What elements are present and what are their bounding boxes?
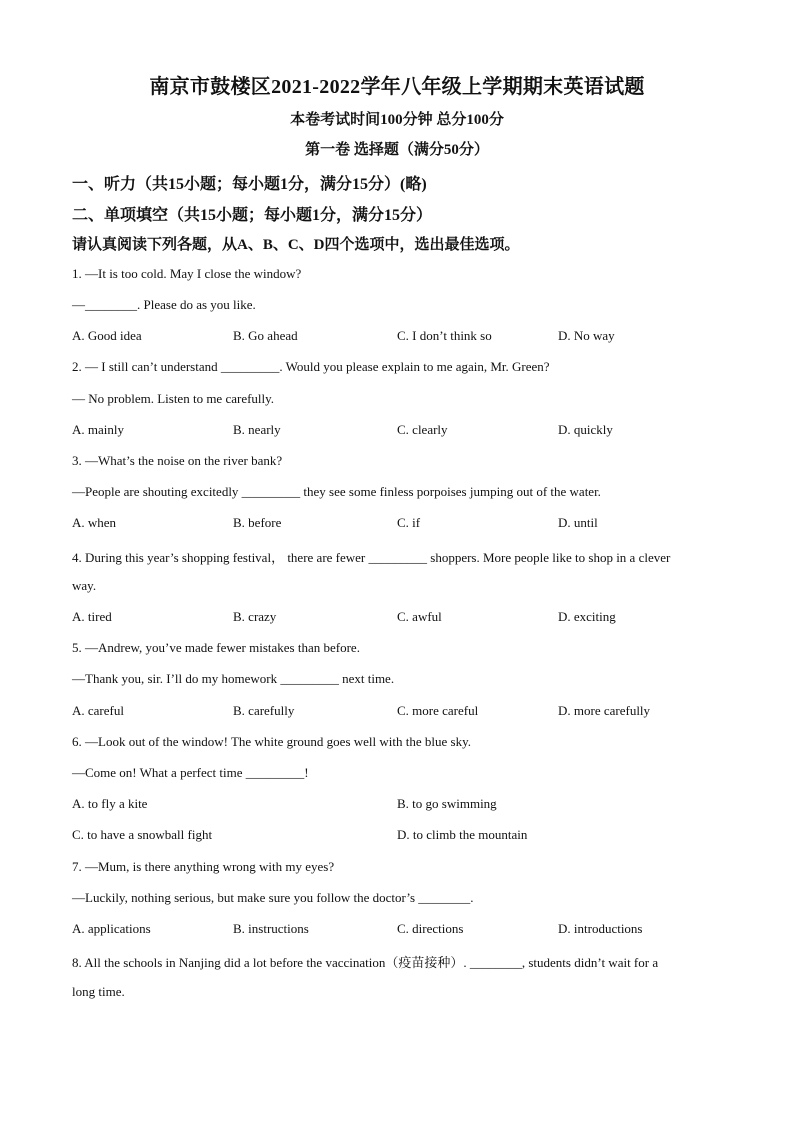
question-5-option-d: D. more carefully xyxy=(558,703,651,718)
question-3-option-b: B. before xyxy=(233,515,282,530)
question-6-line-1: 6. —Look out of the window! The white ground goes well with the blue sky. xyxy=(72,734,471,749)
question-4-option-c: C. awful xyxy=(397,609,442,624)
question-6-option-d: D. to climb the mountain xyxy=(397,827,528,842)
section-single-choice: 二、单项填空（共15小题；每小题1分，满分15分） xyxy=(72,207,433,224)
question-4-line-1: 4. During this year’s shopping festival， there are fewer _________ shoppers. More people like to shop in a clever xyxy=(72,550,671,565)
question-8-line-1: 8. All the schools in Nanjing did a lot before the vaccination（疫苗接种）. ________, students didn’t wait for a xyxy=(72,955,659,970)
question-7-option-a: A. applications xyxy=(72,921,151,936)
question-6-option-a: A. to fly a kite xyxy=(72,796,148,811)
question-2-option-c: C. clearly xyxy=(397,422,448,437)
question-7-option-c: C. directions xyxy=(397,921,464,936)
question-5-option-a: A. careful xyxy=(72,703,124,718)
question-2-option-a: A. mainly xyxy=(72,422,124,437)
exam-info: 本卷考试时间100分钟 总分100分 xyxy=(290,112,504,128)
question-3-line-1: 3. —What’s the noise on the river bank? xyxy=(72,453,283,468)
question-2-option-b: B. nearly xyxy=(233,422,281,437)
question-4-option-b: B. crazy xyxy=(233,609,277,624)
question-1-option-a: A. Good idea xyxy=(72,328,142,343)
question-1-option-b: B. Go ahead xyxy=(233,328,298,343)
question-5-line-1: 5. —Andrew, you’ve made fewer mistakes than before. xyxy=(72,640,360,655)
question-1-option-d: D. No way xyxy=(558,328,615,343)
section-instruction: 请认真阅读下列各题，从A、B、C、D四个选项中，选出最佳选项。 xyxy=(72,237,520,253)
question-7-line-1: 7. —Mum, is there anything wrong with my eyes? xyxy=(72,859,335,874)
question-1-line-2: —________. Please do as you like. xyxy=(72,297,256,312)
question-3-option-d: D. until xyxy=(558,515,598,530)
question-5-option-b: B. carefully xyxy=(233,703,295,718)
question-4-option-d: D. exciting xyxy=(558,609,616,624)
question-5-line-2: —Thank you, sir. I’ll do my homework _________ next time. xyxy=(72,671,395,686)
question-6-line-2: —Come on! What a perfect time _________! xyxy=(72,765,309,780)
question-2-line-2: — No problem. Listen to me carefully. xyxy=(72,391,275,406)
question-7-option-d: D. introductions xyxy=(558,921,643,936)
question-2-line-1: 2. — I still can’t understand _________. Would you please explain to me again, Mr. Green? xyxy=(72,359,550,374)
question-1-option-c: C. I don’t think so xyxy=(397,328,492,343)
page-title: 南京市鼓楼区2021-2022学年八年级上学期期末英语试题 xyxy=(149,76,645,98)
question-4-option-a: A. tired xyxy=(72,609,112,624)
question-4-line-2: way. xyxy=(72,578,97,593)
question-1-line-1: 1. —It is too cold. May I close the window? xyxy=(72,266,302,281)
question-6-option-b: B. to go swimming xyxy=(397,796,497,811)
question-8-line-2: long time. xyxy=(72,984,125,999)
question-3-line-2: —People are shouting excitedly _________ they see some finless porpoises jumping out of the water. xyxy=(72,484,601,499)
question-5-option-c: C. more careful xyxy=(397,703,479,718)
question-6-option-c: C. to have a snowball fight xyxy=(72,827,213,842)
part-heading: 第一卷 选择题（满分50分） xyxy=(305,142,489,158)
question-2-option-d: D. quickly xyxy=(558,422,613,437)
question-7-line-2: —Luckily, nothing serious, but make sure you follow the doctor’s ________. xyxy=(72,890,474,905)
question-7-option-b: B. instructions xyxy=(233,921,309,936)
question-3-option-c: C. if xyxy=(397,515,421,530)
question-3-option-a: A. when xyxy=(72,515,117,530)
section-listening: 一、听力（共15小题；每小题1分，满分15分）(略) xyxy=(72,176,427,193)
